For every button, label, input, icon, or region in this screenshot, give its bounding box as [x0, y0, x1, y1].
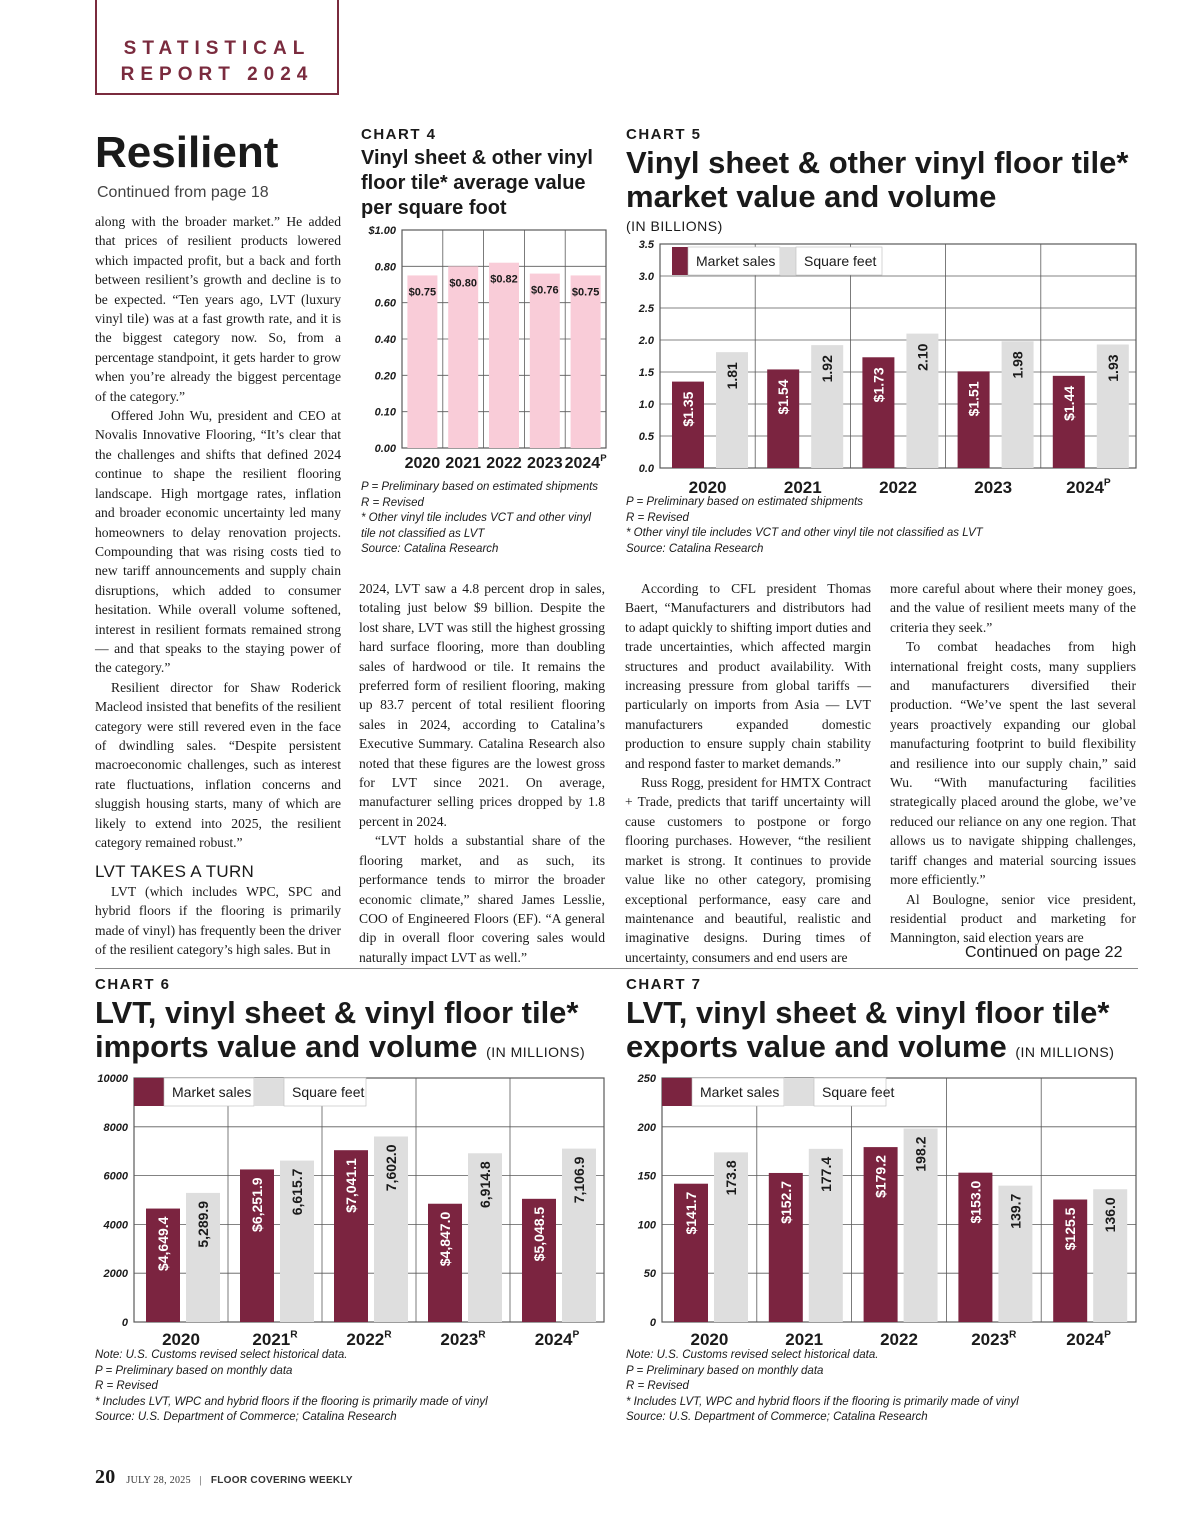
data-label: 1.93: [1104, 354, 1121, 382]
note: R = Revised: [95, 1380, 158, 1392]
x-tick-text: 2021: [252, 1330, 291, 1349]
chart-7-svg: [622, 1070, 1140, 1350]
chart-notes: [626, 1348, 1019, 1426]
y-tick-label: 6000: [103, 1170, 128, 1183]
note: P = Preliminary based on estimated shipments: [361, 481, 599, 493]
bar: [448, 266, 478, 448]
x-tick-label: [346, 1329, 392, 1349]
paragraph: more careful about where their money goes, and the value of resilient meets many of the criteria they seek.”: [890, 581, 1136, 635]
chart-title: [626, 146, 1146, 214]
data-label: 1.98: [1009, 351, 1026, 379]
note: * Other vinyl tile includes VCT and other vinyl: [361, 512, 592, 524]
article-column-2: [359, 579, 605, 967]
x-tick-text: 2021: [445, 455, 481, 472]
paragraph: Offered John Wu, president and CEO at Novalis Innovative Flooring, “It’s clear that the challenges and shifts that defined 2024 continue to shape the resilient flooring landscape. High mortgage rates, inflation and broader economic uncertainty led many homeowners to delay renovation projects. Compounding that was rising costs tied to new tariff announcements and supply chain disruptions, which added to consumer hesitation. While overall volume softened, interest in resilient formats remained strong — and that speaks to the staying power of the category.”: [95, 408, 341, 676]
data-label: $1.54: [775, 379, 792, 415]
chart-6-svg: [92, 1070, 608, 1350]
paragraph: Russ Rogg, president for HMTX Contract + Trade, predicts that tariff uncertainty will cause customers to postpone or forgo flooring purchases. However, “the resilient market is strong. It continues to provide value like no other category, promising exceptional performance, easy care and maintenance and beautiful, realistic and imaginative designs. During times of uncertainty, consumers and end users are: [625, 775, 871, 965]
chart-title-line: [95, 1030, 615, 1069]
data-label: $6,251.9: [249, 1177, 265, 1232]
data-label: 7,106.9: [571, 1156, 587, 1204]
data-label: $4,847.0: [437, 1211, 453, 1267]
chart-4-svg: [358, 220, 608, 482]
y-tick-label: 0: [121, 1317, 128, 1329]
data-label: 1.81: [724, 362, 740, 390]
y-tick-label: 0.00: [374, 443, 396, 455]
chart-title-line: Vinyl sheet & other vinyl floor tile*: [626, 145, 1129, 180]
data-label: $0.80: [449, 277, 477, 290]
bar: [571, 275, 601, 448]
x-tick-superscript: P: [600, 452, 607, 464]
x-tick-label: [445, 455, 481, 472]
paragraph: To combat headaches from high international freight costs, many suppliers and manufacturers diversified their production. “We’ve spent the last several years proactively expanding our global manufacturing footprint to build flexibility and resilience into our supply chain,” said Wu. “With manufacturing facilities strategically placed around the globe, we’ve reduced our reliance on any one region. That allows us to navigate shipping challenges, tariff changes and material sourcing issues more efficiently.”: [890, 639, 1136, 888]
paragraph: along with the broader market.” He added that prices of resilient products lowered which impacted profit, but a back and forth between resilient’s growth and decline is to be expected. “Ten years ago, LVT (luxury vinyl tile) was at a fast growth rate, and it is the biggest category now. So, from a percentage standpoint, it gets harder to grow when you’re already the biggest percentage of the category.”: [95, 214, 341, 404]
paragraph: “LVT holds a substantial share of the flooring market, and as such, its performance tends to mirror the broader economic climate,” shared James Lesslie, COO of Engineered Floors (EF). “A general dip in overall floor covering sales would naturally impact LVT as well.”: [359, 833, 605, 965]
article-column-1: [95, 212, 341, 959]
data-label: 136.0: [1102, 1197, 1119, 1233]
x-tick-text: 2023: [971, 1330, 1010, 1349]
x-tick-label: [535, 1329, 580, 1349]
bar: [407, 275, 437, 448]
x-tick-label: [971, 1329, 1017, 1349]
chart-notes: [361, 480, 598, 558]
note: R = Revised: [626, 511, 689, 524]
header-line-2: REPORT 2024: [120, 64, 314, 85]
chart-unit: (IN MILLIONS): [486, 1044, 586, 1060]
data-label: $4,649.4: [155, 1216, 171, 1272]
x-tick-text: 2021: [783, 478, 822, 497]
x-tick-text: 2020: [404, 455, 441, 472]
x-tick-text: 2020: [162, 1330, 200, 1349]
subhead: LVT TAKES A TURN: [95, 862, 255, 882]
chart-title-line: LVT, vinyl sheet & vinyl floor tile*: [95, 995, 579, 1030]
y-tick-label: 0.10: [374, 406, 396, 419]
section-divider: [95, 968, 1138, 969]
x-tick-label: [880, 1330, 918, 1349]
x-tick-label: [405, 455, 441, 472]
legend-swatch: [662, 1078, 692, 1106]
y-tick-label: 150: [637, 1170, 656, 1183]
data-label: 198.2: [912, 1136, 929, 1172]
note: * Includes LVT, WPC and hybrid floors if the flooring is primarily made of vinyl: [95, 1395, 488, 1408]
chart-title: [626, 996, 1146, 1069]
chart-label: CHART 4: [361, 126, 437, 143]
chart-notes: [626, 495, 983, 557]
data-label: 1.92: [819, 355, 836, 383]
bar: [530, 274, 560, 448]
data-label: 6,615.7: [289, 1168, 305, 1216]
chart-unit: (IN BILLIONS): [626, 218, 723, 234]
legend-label: Square feet: [292, 1084, 365, 1100]
page-footer: [95, 1466, 353, 1489]
paragraph: According to CFL president Thomas Baert, “Manufacturers and distributors had to adapt quickly to shifting import duties and trade uncertainties, which affected margin structures and product availability. With increasing pressure from global tariffs — particularly on imports from Asia — LVT manufacturers expanded domestic production to ensure supply chain stability and respond faster to market demands.”: [625, 581, 871, 771]
chart-title-line: Vinyl sheet & other vinyl: [361, 147, 593, 169]
x-tick-text: 2024: [564, 455, 601, 472]
x-tick-text: 2024: [1066, 478, 1104, 497]
y-tick-label: 0.60: [374, 297, 396, 310]
legend-swatch: [780, 247, 796, 275]
note: R = Revised: [361, 496, 424, 509]
x-tick-text: 2022: [486, 455, 522, 472]
y-tick-label: 200: [637, 1121, 656, 1134]
data-label: $7,041.1: [343, 1158, 359, 1213]
note: Source: Catalina Research: [361, 543, 499, 555]
y-tick-label: 250: [637, 1073, 656, 1085]
legend-swatch: [134, 1078, 164, 1106]
continued-from: Continued from page 18: [97, 184, 269, 201]
x-tick-text: 2023: [974, 478, 1013, 497]
note: Source: U.S. Department of Commerce; Catalina Research: [95, 1411, 397, 1423]
y-tick-label: 8000: [103, 1121, 128, 1134]
x-tick-superscript: R: [1009, 1329, 1017, 1341]
note: P = Preliminary based on monthly data: [95, 1364, 293, 1377]
footer-separator: |: [199, 1475, 203, 1486]
x-tick-text: 2024: [534, 1330, 573, 1349]
y-tick-label: 100: [637, 1219, 656, 1232]
x-tick-superscript: P: [1104, 1329, 1111, 1341]
note: Source: Catalina Research: [626, 542, 764, 555]
y-tick-label: 0.20: [374, 370, 396, 383]
data-label: 2.10: [914, 343, 931, 371]
y-tick-label: 0: [649, 1317, 656, 1329]
x-tick-label: [690, 1330, 728, 1349]
x-tick-text: 2022: [346, 1330, 385, 1349]
x-tick-label: [565, 453, 608, 472]
x-tick-label: [1066, 1329, 1111, 1349]
data-label: $1.73: [870, 367, 887, 403]
y-tick-label: 3.0: [638, 271, 654, 283]
chart-title-text: exports value and volume: [626, 1029, 1007, 1064]
report-header: [95, 0, 339, 95]
x-tick-text: 2022: [880, 1330, 918, 1349]
x-tick-superscript: R: [290, 1329, 298, 1341]
data-label: 5,289.9: [195, 1200, 211, 1248]
x-tick-superscript: R: [384, 1329, 392, 1341]
x-tick-text: 2021: [785, 1330, 824, 1349]
chart-title: [95, 996, 615, 1069]
y-tick-label: 0.40: [374, 334, 396, 346]
x-tick-superscript: R: [478, 1329, 486, 1341]
x-tick-label: [486, 455, 522, 472]
y-tick-label: 1.5: [638, 367, 654, 379]
paragraph: 2024, LVT saw a 4.8 percent drop in sales, totaling just below $9 billion. Despite the lost share, LVT was still the highest grossing hard surface flooring, more than doubling sales of hardwood or tile. It remains the preferred form of resilient flooring, making up 83.7 percent of total resilient flooring sales in 2024, according to Catalina’s Executive Summary. Catalina Research also noted that these figures are the lowest gross for LVT since 2021. On average, manufacturer selling prices dropped by 1.8 percent in 2024.: [359, 581, 605, 829]
page-number: 20: [95, 1466, 116, 1488]
x-tick-superscript: P: [572, 1329, 580, 1341]
x-tick-label: [1066, 477, 1111, 497]
note: tile not classified as LVT: [361, 527, 485, 540]
section-title: Resilient: [95, 128, 279, 177]
continued-on: Continued on page 22: [965, 944, 1123, 961]
data-label: 173.8: [723, 1160, 739, 1196]
y-tick-label: $1.00: [368, 225, 396, 237]
publication-name: FLOOR COVERING WEEKLY: [210, 1475, 353, 1486]
legend-label: Market sales: [172, 1084, 252, 1100]
y-tick-label: 0.80: [374, 261, 396, 274]
y-tick-label: 10000: [97, 1073, 128, 1085]
chart-5-svg: [620, 240, 1142, 498]
legend-swatch: [784, 1078, 814, 1106]
legend-label: Market sales: [696, 253, 776, 269]
y-tick-label: 50: [643, 1268, 656, 1281]
x-tick-text: 2024: [1066, 1330, 1105, 1349]
chart-title-line: market value and volume: [626, 179, 997, 214]
data-label: $0.82: [490, 273, 518, 286]
x-tick-text: 2023: [440, 1330, 479, 1349]
note: * Other vinyl tile includes VCT and other vinyl tile not classified as LVT: [626, 527, 983, 539]
article-column-4: [890, 579, 1136, 948]
note: P = Preliminary based on estimated shipments: [626, 496, 864, 508]
x-tick-label: [162, 1330, 200, 1349]
legend-swatch: [672, 247, 688, 275]
issue-date: JULY 28, 2025: [126, 1475, 191, 1486]
y-tick-label: 3.5: [638, 240, 654, 251]
chart-unit: (IN MILLIONS): [1015, 1044, 1115, 1060]
chart-label: CHART 7: [626, 976, 702, 993]
data-label: 6,914.8: [477, 1161, 493, 1208]
legend-label: Market sales: [700, 1084, 780, 1100]
paragraph: Resilient director for Shaw Roderick Macleod insisted that benefits of the resilient category were still revered even in the face of dwindling sales. “Despite persistent macroeconomic challenges, such as interest rate fluctuations, inflation concerns and sluggish housing starts, many of which are likely to extend into 2025, the resilient category remained robust.”: [95, 679, 341, 850]
y-tick-label: 2.0: [638, 335, 654, 347]
x-tick-label: [527, 455, 563, 472]
y-tick-label: 2.5: [638, 303, 654, 315]
data-label: $179.2: [872, 1155, 889, 1198]
legend-label: Square feet: [804, 253, 877, 269]
paragraph: Al Boulogne, senior vice president, residential product and marketing for Mannington, said election years are: [890, 891, 1136, 946]
chart-title-line: floor tile* average value: [361, 172, 586, 194]
note: P = Preliminary based on monthly data: [626, 1364, 824, 1377]
x-tick-superscript: P: [1103, 477, 1111, 489]
y-tick-label: 2000: [103, 1268, 128, 1281]
data-label: 139.7: [1007, 1193, 1024, 1229]
note: Note: U.S. Customs revised select historical data.: [95, 1349, 348, 1361]
chart-title-line: per square foot: [361, 197, 507, 219]
bar: [489, 263, 519, 448]
x-tick-label: [252, 1329, 298, 1349]
data-label: $1.35: [680, 391, 696, 427]
chart-label: CHART 6: [95, 976, 171, 993]
data-label: $125.5: [1062, 1207, 1079, 1251]
legend-label: Square feet: [822, 1084, 895, 1100]
legend-swatch: [254, 1078, 284, 1106]
chart-label: CHART 5: [626, 126, 702, 143]
data-label: 177.4: [817, 1156, 834, 1192]
note: Source: U.S. Department of Commerce; Catalina Research: [626, 1411, 928, 1423]
chart-notes: [95, 1348, 488, 1426]
data-label: $0.76: [531, 284, 559, 297]
chart-title-line: [626, 1030, 1146, 1069]
data-label: $1.51: [965, 381, 982, 417]
x-tick-label: [440, 1329, 486, 1349]
header-line-1: STATISTICAL: [123, 38, 311, 59]
article-column-3: [625, 579, 871, 967]
y-tick-label: 0.0: [638, 463, 654, 475]
note: R = Revised: [626, 1380, 689, 1392]
x-tick-text: 2023: [527, 455, 563, 472]
chart-title: [361, 146, 611, 221]
note: Note: U.S. Customs revised select historical data.: [626, 1349, 879, 1361]
data-label: 7,602.0: [383, 1144, 399, 1192]
chart-title-text: imports value and volume: [95, 1029, 478, 1064]
note: * Includes LVT, WPC and hybrid floors if the flooring is primarily made of vinyl: [626, 1395, 1019, 1408]
y-tick-label: 4000: [103, 1219, 128, 1232]
data-label: $1.44: [1060, 385, 1077, 421]
x-tick-text: 2022: [879, 478, 917, 497]
chart-title-line: LVT, vinyl sheet & vinyl floor tile*: [626, 995, 1110, 1030]
data-label: $0.75: [571, 286, 600, 299]
x-tick-label: [785, 1330, 823, 1349]
y-tick-label: 0.5: [638, 431, 654, 443]
data-label: $152.7: [777, 1180, 794, 1224]
data-label: $141.7: [683, 1191, 699, 1235]
paragraph: LVT (which includes WPC, SPC and hybrid floors if the flooring is primarily made of vinyl) has frequently been the driver of the resilient category’s high sales. But in: [95, 883, 341, 958]
x-tick-text: 2020: [688, 478, 727, 497]
data-label: $0.75: [408, 286, 437, 299]
data-label: $153.0: [967, 1180, 984, 1224]
y-tick-label: 1.0: [638, 399, 654, 411]
data-label: $5,048.5: [531, 1206, 547, 1262]
x-tick-text: 2020: [690, 1330, 729, 1349]
